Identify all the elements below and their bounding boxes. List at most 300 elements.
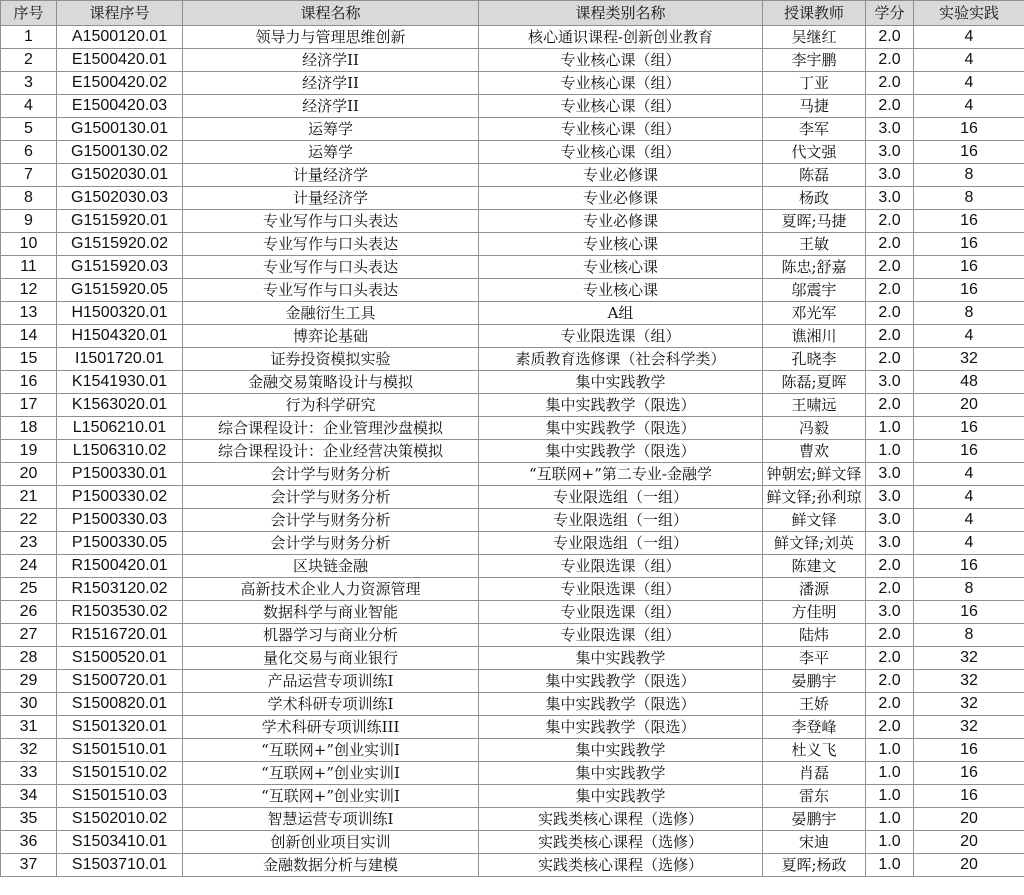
cell-course-name: 经济学II — [183, 72, 479, 95]
cell-course-category: 专业核心课（组） — [479, 49, 763, 72]
cell-practice-hours: 16 — [914, 785, 1024, 808]
cell-course-name: 专业写作与口头表达 — [183, 279, 479, 302]
cell-credits: 2.0 — [866, 233, 914, 256]
cell-practice-hours: 16 — [914, 601, 1024, 624]
cell-course-code: S1503710.01 — [57, 854, 183, 877]
cell-teacher: 丁亚 — [763, 72, 866, 95]
cell-credits: 2.0 — [866, 279, 914, 302]
cell-index: 16 — [1, 371, 57, 394]
cell-teacher: 李宇鹏 — [763, 49, 866, 72]
cell-course-name: 金融数据分析与建模 — [183, 854, 479, 877]
table-row — [1, 831, 1024, 854]
cell-index: 30 — [1, 693, 57, 716]
cell-course-name: 博弈论基础 — [183, 325, 479, 348]
cell-course-category: 专业限选课（组） — [479, 624, 763, 647]
cell-credits: 3.0 — [866, 509, 914, 532]
cell-credits: 1.0 — [866, 785, 914, 808]
cell-practice-hours: 32 — [914, 670, 1024, 693]
cell-index: 20 — [1, 463, 57, 486]
cell-course-name: 会计学与财务分析 — [183, 509, 479, 532]
cell-practice-hours: 16 — [914, 279, 1024, 302]
cell-credits: 2.0 — [866, 210, 914, 233]
cell-course-name: “互联网+”创业实训I — [183, 762, 479, 785]
table-row — [1, 716, 1024, 739]
cell-course-name: 创新创业项目实训 — [183, 831, 479, 854]
cell-practice-hours: 16 — [914, 417, 1024, 440]
cell-index: 8 — [1, 187, 57, 210]
table-row — [1, 440, 1024, 463]
cell-course-category: 集中实践教学（限选） — [479, 716, 763, 739]
cell-course-category: 实践类核心课程（选修） — [479, 831, 763, 854]
cell-index: 9 — [1, 210, 57, 233]
cell-practice-hours: 16 — [914, 440, 1024, 463]
cell-index: 36 — [1, 831, 57, 854]
table-row — [1, 647, 1024, 670]
cell-credits: 3.0 — [866, 187, 914, 210]
table-row — [1, 348, 1024, 371]
cell-course-category: 专业核心课（组） — [479, 118, 763, 141]
cell-course-name: 学术科研专项训练I — [183, 693, 479, 716]
table-row — [1, 601, 1024, 624]
cell-course-code: S1501510.01 — [57, 739, 183, 762]
cell-course-code: G1502030.03 — [57, 187, 183, 210]
cell-practice-hours: 16 — [914, 210, 1024, 233]
cell-course-name: “互联网+”创业实训I — [183, 739, 479, 762]
cell-practice-hours: 4 — [914, 532, 1024, 555]
cell-teacher: 李平 — [763, 647, 866, 670]
cell-teacher: 李登峰 — [763, 716, 866, 739]
cell-course-code: A1500120.01 — [57, 26, 183, 49]
table-row — [1, 785, 1024, 808]
cell-index: 10 — [1, 233, 57, 256]
cell-course-code: G1502030.01 — [57, 164, 183, 187]
table-row — [1, 693, 1024, 716]
cell-course-category: 专业必修课 — [479, 210, 763, 233]
table-row — [1, 532, 1024, 555]
cell-course-name: 专业写作与口头表达 — [183, 210, 479, 233]
cell-course-code: G1515920.05 — [57, 279, 183, 302]
cell-index: 17 — [1, 394, 57, 417]
cell-course-name: 会计学与财务分析 — [183, 463, 479, 486]
cell-course-category: 专业限选组（一组） — [479, 532, 763, 555]
cell-practice-hours: 32 — [914, 693, 1024, 716]
cell-teacher: 肖磊 — [763, 762, 866, 785]
cell-credits: 2.0 — [866, 624, 914, 647]
cell-teacher: 陈忠;舒嘉 — [763, 256, 866, 279]
table-row — [1, 95, 1024, 118]
table-row — [1, 417, 1024, 440]
cell-course-category: 专业限选课（组） — [479, 578, 763, 601]
cell-course-category: 集中实践教学（限选） — [479, 417, 763, 440]
cell-teacher: 谯湘川 — [763, 325, 866, 348]
cell-index: 27 — [1, 624, 57, 647]
cell-practice-hours: 32 — [914, 647, 1024, 670]
table-row — [1, 164, 1024, 187]
cell-course-name: 会计学与财务分析 — [183, 486, 479, 509]
cell-course-name: 证券投资模拟实验 — [183, 348, 479, 371]
cell-credits: 1.0 — [866, 854, 914, 877]
cell-course-category: 专业核心课 — [479, 256, 763, 279]
cell-credits: 2.0 — [866, 555, 914, 578]
cell-course-code: R1516720.01 — [57, 624, 183, 647]
cell-course-code: S1501510.02 — [57, 762, 183, 785]
cell-practice-hours: 4 — [914, 95, 1024, 118]
cell-course-category: 核心通识课程-创新创业教育 — [479, 26, 763, 49]
cell-index: 28 — [1, 647, 57, 670]
table-row — [1, 49, 1024, 72]
cell-teacher: 曹欢 — [763, 440, 866, 463]
cell-course-category: A组 — [479, 302, 763, 325]
cell-teacher: 晏鹏宇 — [763, 670, 866, 693]
cell-credits: 3.0 — [866, 532, 914, 555]
table-row — [1, 762, 1024, 785]
cell-teacher: 王娇 — [763, 693, 866, 716]
cell-practice-hours: 20 — [914, 854, 1024, 877]
cell-index: 3 — [1, 72, 57, 95]
cell-practice-hours: 32 — [914, 716, 1024, 739]
cell-course-category: 实践类核心课程（选修） — [479, 808, 763, 831]
col-header-index: 序号 — [1, 1, 57, 26]
col-header-course-name: 课程名称 — [183, 1, 479, 26]
cell-teacher: 陈磊;夏晖 — [763, 371, 866, 394]
cell-course-name: 计量经济学 — [183, 164, 479, 187]
cell-credits: 2.0 — [866, 26, 914, 49]
cell-course-category: 专业限选组（一组） — [479, 486, 763, 509]
table-body — [1, 26, 1024, 877]
cell-index: 33 — [1, 762, 57, 785]
cell-practice-hours: 20 — [914, 394, 1024, 417]
cell-course-code: G1500130.01 — [57, 118, 183, 141]
cell-index: 2 — [1, 49, 57, 72]
cell-course-code: P1500330.02 — [57, 486, 183, 509]
cell-course-code: S1501320.01 — [57, 716, 183, 739]
cell-course-code: G1515920.02 — [57, 233, 183, 256]
cell-course-name: 领导力与管理思维创新 — [183, 26, 479, 49]
cell-course-name: 综合课程设计：企业经营决策模拟 — [183, 440, 479, 463]
cell-index: 31 — [1, 716, 57, 739]
cell-index: 32 — [1, 739, 57, 762]
cell-course-name: 学术科研专项训练III — [183, 716, 479, 739]
cell-course-code: L1506310.02 — [57, 440, 183, 463]
table-row — [1, 210, 1024, 233]
cell-course-code: R1503530.02 — [57, 601, 183, 624]
table-row — [1, 808, 1024, 831]
cell-course-code: S1500520.01 — [57, 647, 183, 670]
cell-course-code: K1563020.01 — [57, 394, 183, 417]
cell-course-category: 集中实践教学（限选） — [479, 440, 763, 463]
cell-course-name: 行为科学研究 — [183, 394, 479, 417]
cell-teacher: 夏晖;马捷 — [763, 210, 866, 233]
cell-practice-hours: 16 — [914, 118, 1024, 141]
cell-practice-hours: 4 — [914, 509, 1024, 532]
cell-index: 6 — [1, 141, 57, 164]
cell-practice-hours: 20 — [914, 831, 1024, 854]
cell-teacher: 邬震宇 — [763, 279, 866, 302]
cell-practice-hours: 4 — [914, 26, 1024, 49]
cell-credits: 2.0 — [866, 348, 914, 371]
table-row — [1, 279, 1024, 302]
table-row — [1, 118, 1024, 141]
cell-practice-hours: 16 — [914, 739, 1024, 762]
cell-course-code: L1506210.01 — [57, 417, 183, 440]
cell-index: 29 — [1, 670, 57, 693]
cell-course-name: 区块链金融 — [183, 555, 479, 578]
cell-index: 15 — [1, 348, 57, 371]
cell-course-code: S1500720.01 — [57, 670, 183, 693]
table-row — [1, 371, 1024, 394]
cell-teacher: 鲜文铎;孙利琼 — [763, 486, 866, 509]
cell-index: 21 — [1, 486, 57, 509]
cell-course-name: 机器学习与商业分析 — [183, 624, 479, 647]
cell-practice-hours: 8 — [914, 624, 1024, 647]
table-row — [1, 555, 1024, 578]
cell-credits: 2.0 — [866, 49, 914, 72]
cell-credits: 1.0 — [866, 739, 914, 762]
cell-index: 18 — [1, 417, 57, 440]
cell-index: 23 — [1, 532, 57, 555]
table-row — [1, 509, 1024, 532]
cell-course-name: 计量经济学 — [183, 187, 479, 210]
cell-index: 14 — [1, 325, 57, 348]
cell-course-name: 经济学II — [183, 95, 479, 118]
cell-course-category: 集中实践教学（限选） — [479, 670, 763, 693]
cell-course-category: 专业核心课（组） — [479, 72, 763, 95]
cell-teacher: 冯毅 — [763, 417, 866, 440]
cell-teacher: 鲜文铎 — [763, 509, 866, 532]
cell-teacher: 宋迪 — [763, 831, 866, 854]
cell-course-code: I1501720.01 — [57, 348, 183, 371]
cell-teacher: 晏鹏宇 — [763, 808, 866, 831]
cell-practice-hours: 20 — [914, 808, 1024, 831]
cell-credits: 3.0 — [866, 463, 914, 486]
cell-course-category: 专业核心课 — [479, 279, 763, 302]
cell-course-category: 专业核心课（组） — [479, 141, 763, 164]
cell-practice-hours: 8 — [914, 164, 1024, 187]
cell-course-code: E1500420.02 — [57, 72, 183, 95]
cell-course-category: 实践类核心课程（选修） — [479, 854, 763, 877]
cell-course-name: 运筹学 — [183, 141, 479, 164]
cell-course-category: 集中实践教学 — [479, 762, 763, 785]
cell-course-code: R1500420.01 — [57, 555, 183, 578]
cell-course-code: R1503120.02 — [57, 578, 183, 601]
cell-course-category: 专业必修课 — [479, 187, 763, 210]
table-row — [1, 187, 1024, 210]
cell-credits: 2.0 — [866, 302, 914, 325]
cell-course-code: E1500420.01 — [57, 49, 183, 72]
col-header-credits: 学分 — [866, 1, 914, 26]
cell-course-name: 会计学与财务分析 — [183, 532, 479, 555]
table-row — [1, 739, 1024, 762]
cell-course-name: 数据科学与商业智能 — [183, 601, 479, 624]
cell-teacher: 陆炜 — [763, 624, 866, 647]
cell-course-name: 专业写作与口头表达 — [183, 256, 479, 279]
cell-teacher: 夏晖;杨政 — [763, 854, 866, 877]
cell-course-code: S1502010.02 — [57, 808, 183, 831]
table-row — [1, 302, 1024, 325]
cell-practice-hours: 32 — [914, 348, 1024, 371]
cell-index: 26 — [1, 601, 57, 624]
cell-index: 37 — [1, 854, 57, 877]
cell-teacher: 代文强 — [763, 141, 866, 164]
cell-credits: 2.0 — [866, 256, 914, 279]
cell-course-code: H1500320.01 — [57, 302, 183, 325]
cell-index: 22 — [1, 509, 57, 532]
cell-course-code: S1500820.01 — [57, 693, 183, 716]
cell-index: 1 — [1, 26, 57, 49]
cell-practice-hours: 16 — [914, 233, 1024, 256]
cell-index: 34 — [1, 785, 57, 808]
cell-teacher: 王敏 — [763, 233, 866, 256]
cell-teacher: 邓光军 — [763, 302, 866, 325]
cell-practice-hours: 16 — [914, 256, 1024, 279]
cell-practice-hours: 16 — [914, 141, 1024, 164]
cell-course-code: S1503410.01 — [57, 831, 183, 854]
cell-practice-hours: 8 — [914, 578, 1024, 601]
cell-course-code: S1501510.03 — [57, 785, 183, 808]
col-header-teacher: 授课教师 — [763, 1, 866, 26]
cell-credits: 3.0 — [866, 486, 914, 509]
cell-teacher: 钟朝宏;鲜文铎 — [763, 463, 866, 486]
table-row — [1, 670, 1024, 693]
cell-course-category: 专业限选组（一组） — [479, 509, 763, 532]
table-row — [1, 141, 1024, 164]
cell-credits: 1.0 — [866, 831, 914, 854]
cell-course-category: 素质教育选修课（社会科学类） — [479, 348, 763, 371]
cell-index: 7 — [1, 164, 57, 187]
table-row — [1, 233, 1024, 256]
cell-practice-hours: 8 — [914, 187, 1024, 210]
cell-course-category: 集中实践教学 — [479, 739, 763, 762]
cell-course-name: 金融衍生工具 — [183, 302, 479, 325]
cell-credits: 1.0 — [866, 440, 914, 463]
cell-course-name: 专业写作与口头表达 — [183, 233, 479, 256]
cell-teacher: 雷东 — [763, 785, 866, 808]
cell-course-code: P1500330.03 — [57, 509, 183, 532]
cell-course-code: G1500130.02 — [57, 141, 183, 164]
cell-teacher: 陈磊 — [763, 164, 866, 187]
col-header-course-code: 课程序号 — [57, 1, 183, 26]
table-row — [1, 578, 1024, 601]
cell-credits: 3.0 — [866, 164, 914, 187]
table-row — [1, 256, 1024, 279]
cell-course-code: P1500330.05 — [57, 532, 183, 555]
cell-practice-hours: 4 — [914, 325, 1024, 348]
cell-teacher: 方佳明 — [763, 601, 866, 624]
cell-course-name: 产品运营专项训练I — [183, 670, 479, 693]
cell-course-category: 专业必修课 — [479, 164, 763, 187]
cell-index: 5 — [1, 118, 57, 141]
cell-teacher: 潘源 — [763, 578, 866, 601]
cell-credits: 1.0 — [866, 417, 914, 440]
cell-course-category: 专业限选课（组） — [479, 601, 763, 624]
cell-credits: 2.0 — [866, 693, 914, 716]
cell-credits: 2.0 — [866, 647, 914, 670]
cell-teacher: 李军 — [763, 118, 866, 141]
cell-index: 35 — [1, 808, 57, 831]
cell-course-name: 金融交易策略设计与模拟 — [183, 371, 479, 394]
cell-practice-hours: 4 — [914, 463, 1024, 486]
cell-practice-hours: 4 — [914, 486, 1024, 509]
cell-course-category: 集中实践教学（限选） — [479, 394, 763, 417]
col-header-practice-hours: 实验实践 — [914, 1, 1024, 26]
cell-teacher: 马捷 — [763, 95, 866, 118]
cell-credits: 2.0 — [866, 394, 914, 417]
cell-course-name: 综合课程设计：企业管理沙盘模拟 — [183, 417, 479, 440]
cell-credits: 2.0 — [866, 325, 914, 348]
cell-teacher: 杜义飞 — [763, 739, 866, 762]
cell-credits: 2.0 — [866, 578, 914, 601]
cell-course-category: 专业核心课（组） — [479, 95, 763, 118]
cell-course-category: 集中实践教学（限选） — [479, 693, 763, 716]
cell-index: 4 — [1, 95, 57, 118]
cell-course-category: 专业核心课 — [479, 233, 763, 256]
cell-course-category: 专业限选课（组） — [479, 555, 763, 578]
cell-credits: 1.0 — [866, 762, 914, 785]
cell-credits: 2.0 — [866, 95, 914, 118]
cell-course-code: K1541930.01 — [57, 371, 183, 394]
cell-course-name: “互联网+”创业实训I — [183, 785, 479, 808]
cell-teacher: 王啸远 — [763, 394, 866, 417]
cell-practice-hours: 8 — [914, 302, 1024, 325]
table-row — [1, 854, 1024, 877]
cell-teacher: 吴继红 — [763, 26, 866, 49]
cell-course-code: G1515920.03 — [57, 256, 183, 279]
cell-credits: 3.0 — [866, 118, 914, 141]
cell-course-name: 量化交易与商业银行 — [183, 647, 479, 670]
header-row — [1, 1, 1024, 26]
cell-index: 12 — [1, 279, 57, 302]
cell-course-code: H1504320.01 — [57, 325, 183, 348]
cell-practice-hours: 48 — [914, 371, 1024, 394]
cell-course-name: 经济学II — [183, 49, 479, 72]
table-row — [1, 624, 1024, 647]
table-row — [1, 486, 1024, 509]
cell-credits: 2.0 — [866, 670, 914, 693]
col-header-course-category: 课程类别名称 — [479, 1, 763, 26]
cell-course-code: E1500420.03 — [57, 95, 183, 118]
cell-course-category: 集中实践教学 — [479, 647, 763, 670]
cell-course-name: 高新技术企业人力资源管理 — [183, 578, 479, 601]
cell-course-name: 运筹学 — [183, 118, 479, 141]
table-row — [1, 463, 1024, 486]
cell-credits: 3.0 — [866, 601, 914, 624]
table-row — [1, 325, 1024, 348]
cell-index: 19 — [1, 440, 57, 463]
cell-course-category: 集中实践教学 — [479, 371, 763, 394]
cell-credits: 2.0 — [866, 72, 914, 95]
cell-teacher: 孔晓李 — [763, 348, 866, 371]
cell-credits: 2.0 — [866, 716, 914, 739]
cell-index: 24 — [1, 555, 57, 578]
cell-course-code: P1500330.01 — [57, 463, 183, 486]
cell-course-category: 集中实践教学 — [479, 785, 763, 808]
cell-credits: 1.0 — [866, 808, 914, 831]
cell-index: 13 — [1, 302, 57, 325]
cell-teacher: 陈建文 — [763, 555, 866, 578]
table-row — [1, 72, 1024, 95]
cell-index: 25 — [1, 578, 57, 601]
cell-credits: 3.0 — [866, 371, 914, 394]
cell-teacher: 杨政 — [763, 187, 866, 210]
cell-practice-hours: 16 — [914, 762, 1024, 785]
cell-course-code: G1515920.01 — [57, 210, 183, 233]
table-row — [1, 26, 1024, 49]
table-row — [1, 394, 1024, 417]
cell-practice-hours: 16 — [914, 555, 1024, 578]
cell-index: 11 — [1, 256, 57, 279]
cell-course-category: 专业限选课（组） — [479, 325, 763, 348]
cell-practice-hours: 4 — [914, 72, 1024, 95]
